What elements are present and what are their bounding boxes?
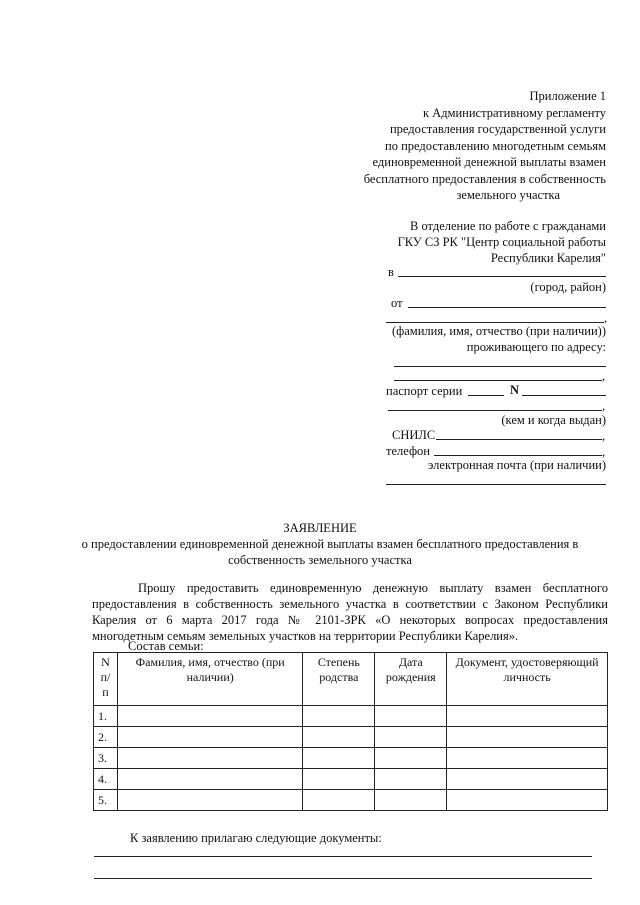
col-name-header: Фамилия, имя, отчество (при наличии) — [117, 653, 302, 706]
snils-label: СНИЛС — [392, 428, 436, 442]
request-paragraph: Прошу предоставить единовременную денежную выплату взамен бесплатного предоставления в собственность земельного участка в соответствии с Законом Республики Карелия от 6 марта 2017 года № 2101-ЗРК «О некоторых вопросах предоставления многодетным семьям земельных участков на территории Республики Карелия». — [92, 581, 608, 643]
relation-cell[interactable] — [303, 706, 375, 727]
addressee-line-1: В отделение по работе с гражданами — [409, 219, 606, 233]
table-row — [94, 769, 608, 790]
relation-cell[interactable] — [303, 769, 375, 790]
passport-series-line[interactable] — [468, 395, 504, 396]
name-cell[interactable] — [117, 706, 302, 727]
addressee-line-3: Республики Карелия" — [490, 251, 606, 265]
table-header-row — [94, 653, 608, 706]
residing-label: проживающего по адресу: — [466, 340, 606, 354]
applicant-name-line-1[interactable] — [408, 307, 606, 308]
birthdate-cell[interactable] — [375, 790, 447, 811]
document-cell[interactable] — [447, 769, 608, 790]
document-cell[interactable] — [447, 790, 608, 811]
passport-series-label: паспорт серии — [386, 384, 463, 398]
appendix-line-4: по предоставлению многодетным семьям — [385, 139, 606, 153]
col-birthdate-header: Дата рождения — [375, 653, 447, 706]
phone-line[interactable] — [434, 455, 602, 456]
family-table — [93, 652, 608, 811]
phone-label: телефон — [386, 444, 430, 458]
appendix-line-3: предоставления государственной услуги — [389, 122, 606, 136]
comma-2: , — [602, 369, 606, 383]
document-title: ЗАЯВЛЕНИЕ — [283, 521, 357, 535]
snils-line[interactable] — [436, 439, 602, 440]
comma-1: , — [604, 311, 608, 325]
passport-number-line[interactable] — [522, 395, 606, 396]
comma-4: , — [602, 429, 606, 443]
issued-hint: (кем и когда выдан) — [501, 413, 606, 427]
birthdate-cell[interactable] — [375, 706, 447, 727]
col-number-header: N п/п — [94, 653, 118, 706]
birthdate-cell[interactable] — [375, 748, 447, 769]
relation-cell[interactable] — [303, 748, 375, 769]
row-number: 5. — [94, 790, 118, 811]
attachments-line-2[interactable] — [94, 878, 592, 879]
document-cell[interactable] — [447, 748, 608, 769]
birthdate-cell[interactable] — [375, 727, 447, 748]
email-line[interactable] — [386, 484, 606, 485]
table-row — [94, 727, 608, 748]
name-cell[interactable] — [117, 727, 302, 748]
from-prefix: от — [391, 296, 403, 310]
email-hint: электронная почта (при наличии) — [428, 458, 606, 472]
document-subtitle-1: о предоставлении единовременной денежной выплаты взамен бесплатного предоставления в — [81, 537, 579, 551]
attachments-line-1[interactable] — [94, 856, 592, 857]
attachments-label: К заявлению прилагаю следующие документы: — [130, 831, 382, 845]
city-line[interactable] — [398, 276, 606, 277]
passport-number-label: N — [510, 383, 520, 397]
col-document-header: Документ, удостоверяющий личность — [447, 653, 608, 706]
document-cell[interactable] — [447, 706, 608, 727]
table-row — [94, 748, 608, 769]
table-row — [94, 706, 608, 727]
row-number: 2. — [94, 727, 118, 748]
passport-issued-line[interactable] — [388, 410, 602, 411]
row-number: 4. — [94, 769, 118, 790]
name-hint: (фамилия, имя, отчество (при наличии)) — [391, 324, 606, 338]
document-cell[interactable] — [447, 727, 608, 748]
relation-cell[interactable] — [303, 790, 375, 811]
appendix-line-2: к Административному регламенту — [422, 106, 606, 120]
name-cell[interactable] — [117, 790, 302, 811]
address-line-1[interactable] — [394, 366, 606, 367]
addressee-line-2: ГКУ СЗ РК "Центр социальной работы — [397, 235, 606, 249]
city-prefix: в — [388, 265, 394, 279]
city-hint: (город, район) — [530, 280, 606, 294]
document-subtitle-2: собственность земельного участка — [228, 553, 412, 567]
appendix-line-6: бесплатного предоставления в собственность — [363, 172, 606, 186]
row-number: 1. — [94, 706, 118, 727]
name-cell[interactable] — [117, 748, 302, 769]
birthdate-cell[interactable] — [375, 769, 447, 790]
appendix-line-5: единовременной денежной выплаты взамен — [372, 155, 606, 169]
family-composition-label: Состав семьи: — [128, 639, 204, 653]
row-number: 3. — [94, 748, 118, 769]
comma-3: , — [602, 399, 606, 413]
name-cell[interactable] — [117, 769, 302, 790]
appendix-line-7: земельного участка — [456, 188, 560, 202]
comma-5: , — [602, 445, 606, 459]
relation-cell[interactable] — [303, 727, 375, 748]
address-line-2[interactable] — [394, 380, 602, 381]
table-row — [94, 790, 608, 811]
col-relation-header: Степень родства — [303, 653, 375, 706]
appendix-line-1: Приложение 1 — [529, 89, 606, 103]
